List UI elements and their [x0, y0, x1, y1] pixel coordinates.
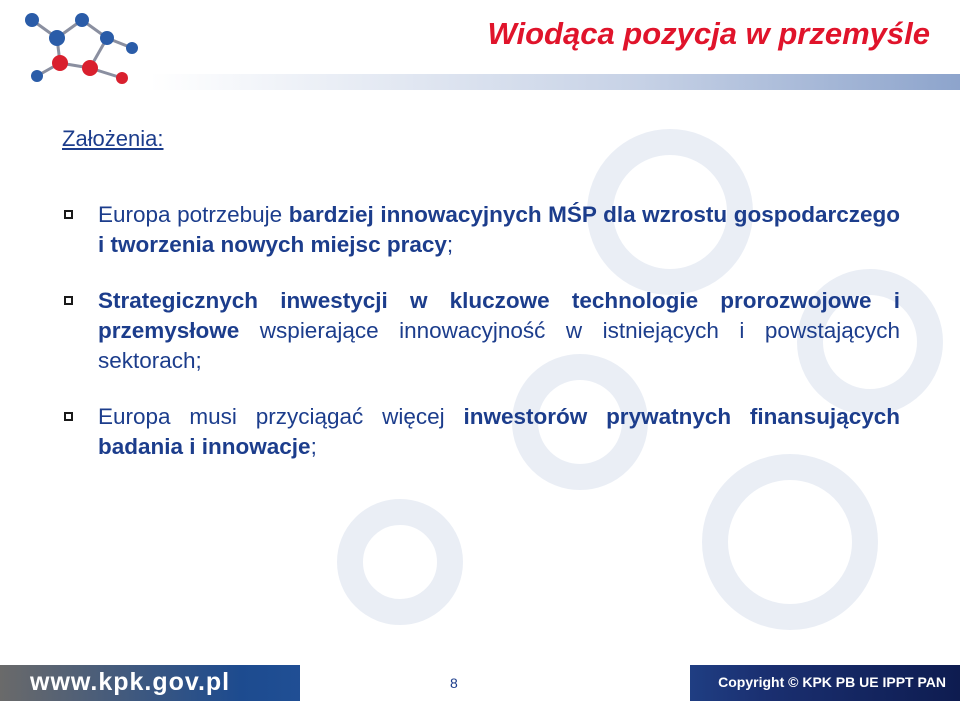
bullet-text: Europa musi przyciągać więcej	[98, 404, 464, 429]
bullet-item-3	[62, 402, 900, 462]
page-number: 8	[450, 675, 458, 691]
header-divider	[150, 68, 960, 90]
bullet-text: ;	[446, 232, 454, 257]
page-number-box	[300, 665, 690, 701]
square-bullet-icon	[64, 210, 73, 219]
molecule-logo-icon	[12, 8, 147, 88]
bullet-item-1	[62, 200, 900, 260]
bullet-list	[62, 200, 900, 488]
square-bullet-icon	[64, 412, 73, 421]
square-bullet-icon	[64, 296, 73, 305]
bullet-text-bold: Strategicznych inwestycji w kluczowe technologie prorozwojowe i przemysłowe	[98, 288, 900, 343]
bullet-text: ;	[310, 434, 317, 459]
bullet-item-2	[62, 286, 900, 376]
assumptions-heading: Założenia:	[62, 126, 164, 151]
footer-bar	[0, 665, 960, 701]
bullet-text-bold: inwestorów prywatnych finansujących badania i innowacje	[98, 404, 900, 459]
bullet-text-bold: bardziej innowacyjnych MŚP dla wzrostu gospodarczego i tworzenia nowych miejsc pracy	[98, 202, 900, 257]
footer-url-link[interactable]: www.kpk.gov.pl	[30, 668, 231, 696]
bullet-text: wspierające innowacyjność w istniejących i powstających sektorach;	[98, 318, 900, 373]
bullet-text: Europa potrzebuje	[98, 202, 289, 227]
slide-title: Wiodąca pozycja w przemyśle	[487, 16, 930, 51]
copyright-notice: Copyright © KPK PB UE IPPT PAN	[718, 674, 946, 690]
